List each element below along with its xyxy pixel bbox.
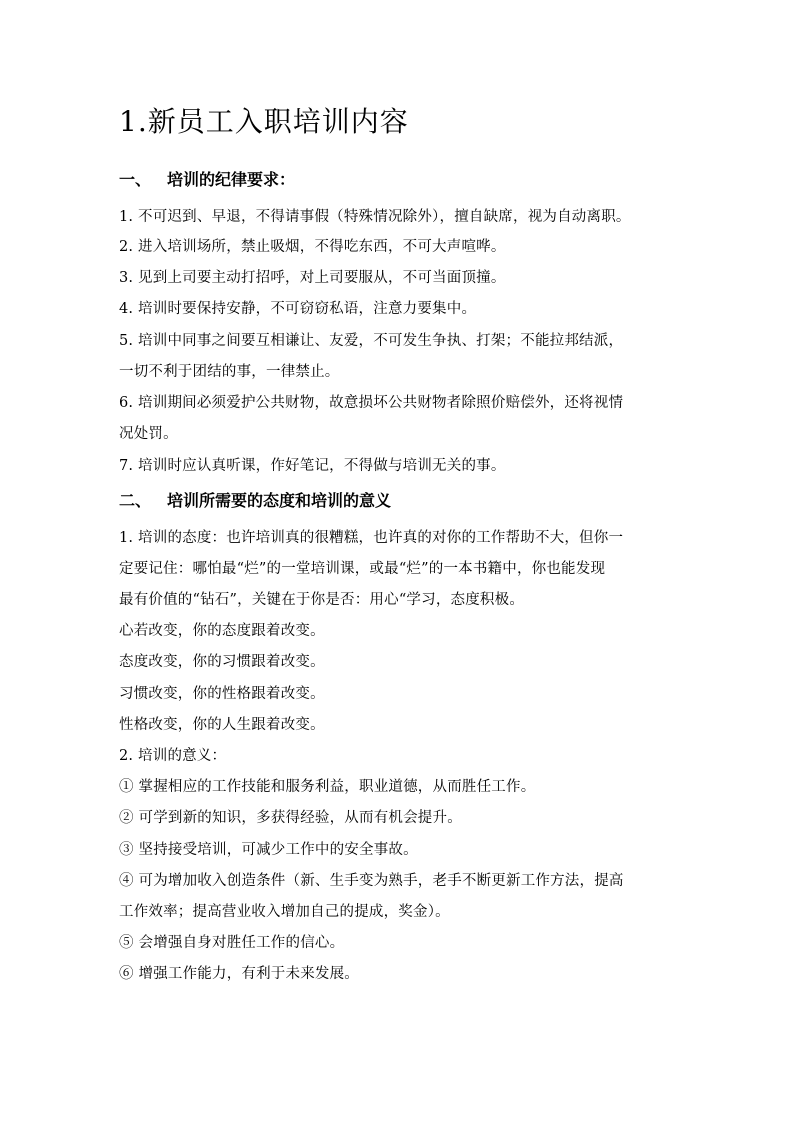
section-1-line: 一切不利于团结的事，一律禁止。 [119,364,340,380]
section-1-line: 7. 培训时应认真听课，作好笔记，不得做与培训无关的事。 [119,458,506,474]
section-2-title: 培训所需要的态度和培训的意义 [167,491,392,510]
section-1-title: 培训的纪律要求： [167,170,296,189]
section-1-line: 4. 培训时要保持安静，不可窃窃私语，注意力要集中。 [119,301,477,317]
section-2-line: ⑥ 增强工作能力，有利于未来发展。 [119,966,360,982]
section-2-line: 习惯改变，你的性格跟着改变。 [119,686,325,702]
section-2-line: ③ 坚持接受培训，可减少工作中的安全事故。 [119,842,418,858]
section-2-line: ② 可学到新的知识，多获得经验，从而有机会提升。 [119,810,462,826]
section-2-line: ④ 可为增加收入创造条件（新、生手变为熟手，老手不断更新工作方法，提高 [119,873,624,889]
section-2-line: ⑤ 会增强自身对胜任工作的信心。 [119,935,345,951]
section-2-line: 最有价值的“钻石”，关键在于你是否：用心“学习，态度积极。 [119,592,525,608]
section-1-line: 况处罚。 [119,426,178,442]
section-2-heading [119,488,391,511]
section-1-line: 1. 不可迟到、早退，不得请事假（特殊情况除外），擅自缺席，视为自动离职。 [119,209,631,225]
section-2-line: 心若改变，你的态度跟着改变。 [119,623,325,639]
section-1-heading [119,167,295,190]
section-2-number: 二、 [119,491,152,510]
section-2-line: 态度改变，你的习惯跟着改变。 [119,654,325,670]
section-2-line: ① 掌握相应的工作技能和服务利益，职业道德，从而胜任工作。 [119,779,536,795]
section-2-line: 1. 培训的态度：也许培训真的很糟糕，也许真的对你的工作帮助不大，但你一 [119,530,624,546]
section-1-line: 6. 培训期间必须爱护公共财物，故意损坏公共财物者除照价赔偿外，还将视情 [119,395,624,411]
section-1-line: 5. 培训中同事之间要互相谦让、友爱，不可发生争执、打架；不能拉邦结派， [119,333,624,349]
section-2-line: 定要记住：哪怕最“烂”的一堂培训课，或最“烂”的一本书籍中，你也能发现 [119,561,606,577]
section-1-number: 一、 [119,170,152,189]
section-1-line: 3. 见到上司要主动打招呼，对上司要服从，不可当面顶撞。 [119,270,506,286]
section-2-line: 工作效率；提高营业收入增加自己的提成，奖金）。 [119,904,450,920]
section-2-line: 性格改变，你的人生跟着改变。 [119,717,325,733]
section-2-line: 2. 培训的意义： [119,748,227,764]
section-1-line: 2. 进入培训场所，禁止吸烟，不得吃东西，不可大声喧哗。 [119,239,506,255]
document-title: 1.新员工入职培训内容 [119,105,409,138]
